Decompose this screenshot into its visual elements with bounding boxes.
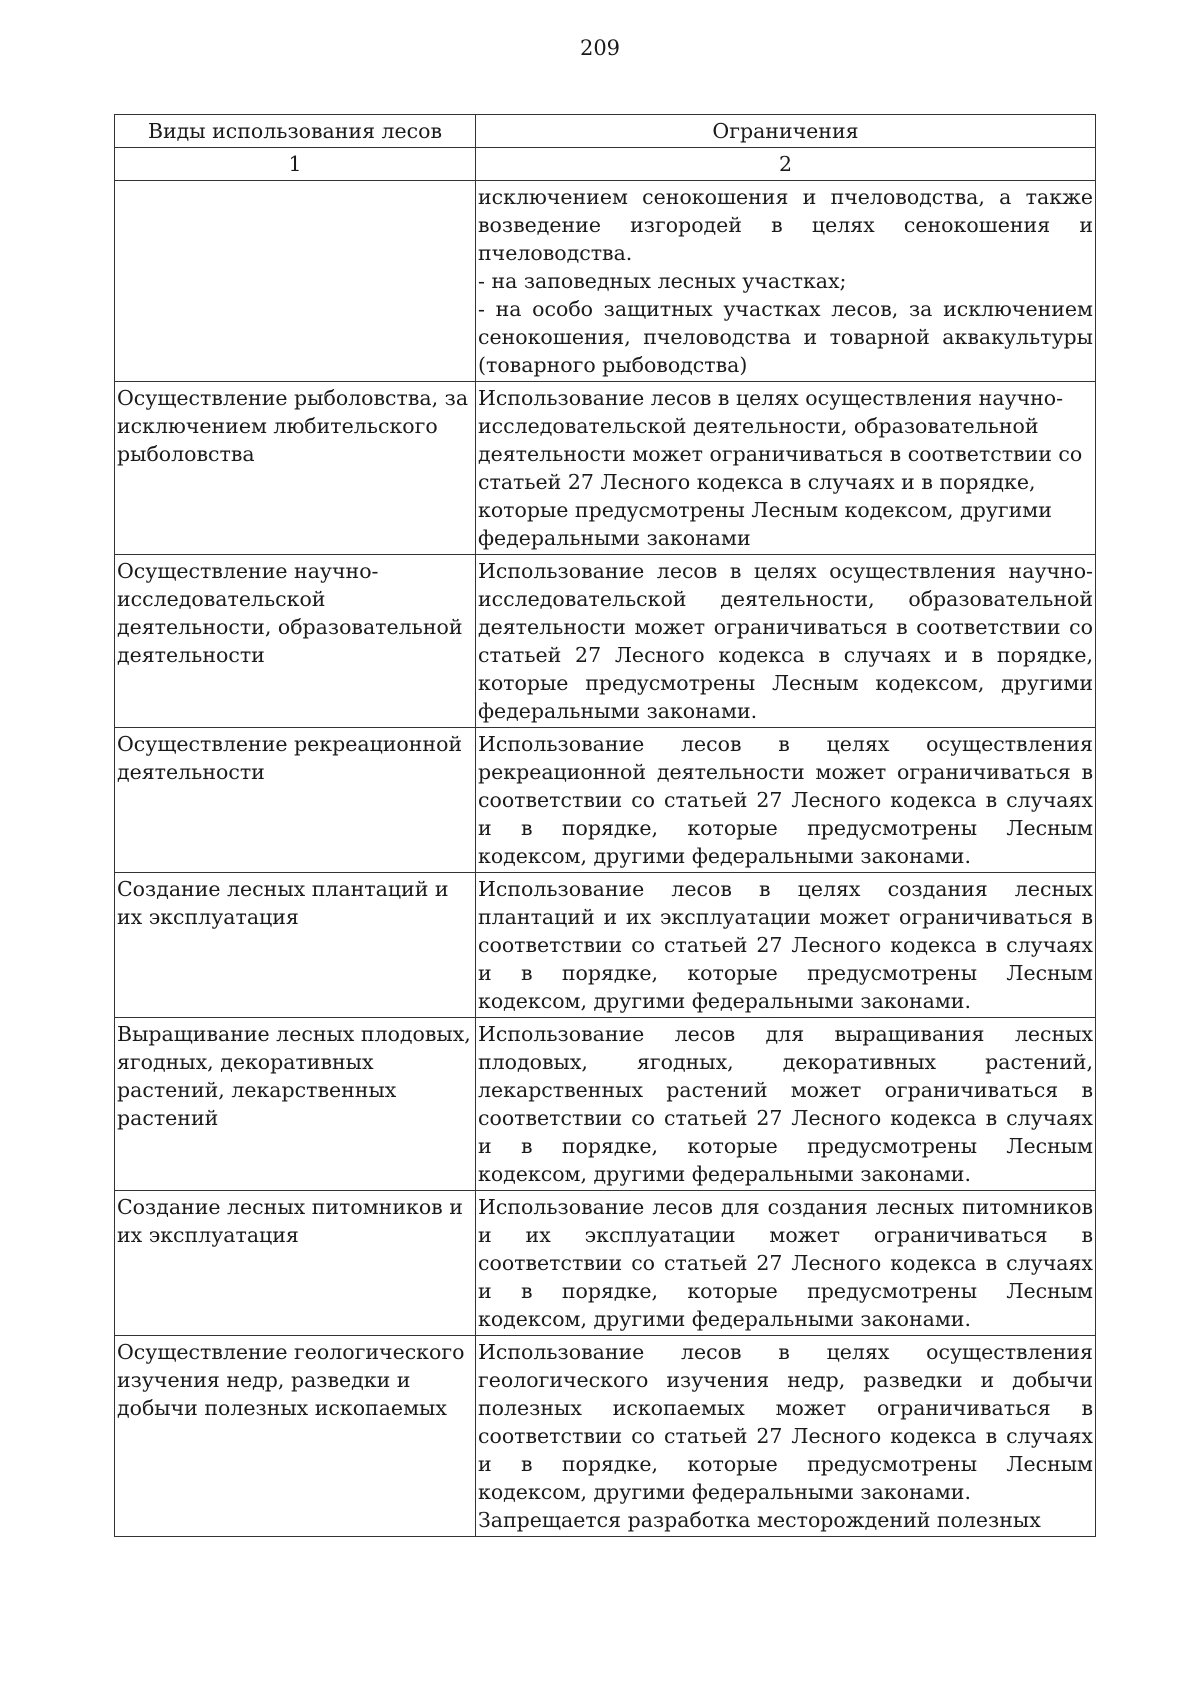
table-header-row	[115, 115, 1096, 148]
forest-use-type-cell: Создание лесных плантаций и их эксплуатация	[115, 873, 476, 1018]
column-number-2: 2	[476, 148, 1096, 181]
forest-use-type-cell: Выращивание лесных плодовых, ягодных, декоративных растений, лекарственных растений	[115, 1018, 476, 1191]
restriction-cell: Использование лесов для создания лесных питомников и их эксплуатации может ограничиваться в соответствии со статьей 27 Лесного кодекса в случаях и в порядке, которые предусмотрены Лесным кодексом, другими федеральными законами.	[476, 1191, 1096, 1336]
restriction-cell: Использование лесов для выращивания лесных плодовых, ягодных, декоративных растений, лекарственных растений может ограничиваться в соответствии со статьей 27 Лесного кодекса в случаях и в порядке, которые предусмотрены Лесным кодексом, другими федеральными законами.	[476, 1018, 1096, 1191]
table-row	[115, 181, 1096, 382]
restriction-cell: Использование лесов в целях осуществления научно-исследовательской деятельности, образовательной деятельности может ограничиваться в соответствии со статьей 27 Лесного кодекса в случаях и в порядке, которые предусмотрены Лесным кодексом, другими федеральными законами	[476, 382, 1096, 555]
restriction-text-continued: Запрещается разработка месторождений полезных	[478, 1508, 1041, 1532]
table-row	[115, 1191, 1096, 1336]
forest-use-type-cell	[115, 181, 476, 382]
header-restrictions: Ограничения	[476, 115, 1096, 148]
column-number-row	[115, 148, 1096, 181]
forest-use-type-cell: Осуществление рекреационной деятельности	[115, 728, 476, 873]
restriction-text: - на заповедных лесных участках;	[478, 269, 847, 293]
table-row	[115, 728, 1096, 873]
restriction-cell: Использование лесов в целях создания лесных плантаций и их эксплуатации может ограничиваться в соответствии со статьей 27 Лесного кодекса в случаях и в порядке, которые предусмотрены Лесным кодексом, другими федеральными законами.	[476, 873, 1096, 1018]
restriction-text: Использование лесов в целях осуществления геологического изучения недр, разведки и добычи полезных ископаемых может ограничиваться в соответствии со статьей 27 Лесного кодекса в случаях и в порядке, которые предусмотрены Лесным кодексом, другими федеральными законами.	[478, 1340, 1093, 1504]
table-row	[115, 1336, 1096, 1537]
table-row	[115, 555, 1096, 728]
header-forest-use-types: Виды использования лесов	[115, 115, 476, 148]
forest-use-type-cell: Создание лесных питомников и их эксплуатация	[115, 1191, 476, 1336]
restriction-cell	[476, 181, 1096, 382]
restriction-text: исключением сенокошения и пчеловодства, а также возведение изгородей в целях сенокошения и пчеловодства.	[478, 185, 1093, 265]
table-row	[115, 382, 1096, 555]
restriction-text: - на особо защитных участках лесов, за исключением сенокошения, пчеловодства и товарной аквакультуры (товарного рыбоводства)	[478, 297, 1093, 377]
table-row	[115, 873, 1096, 1018]
column-number-1: 1	[115, 148, 476, 181]
forest-use-type-cell: Осуществление рыболовства, за исключением любительского рыболовства	[115, 382, 476, 555]
restriction-cell	[476, 1336, 1096, 1537]
restriction-cell: Использование лесов в целях осуществления научно-исследовательской деятельности, образовательной деятельности может ограничиваться в соответствии со статьей 27 Лесного кодекса в случаях и в порядке, которые предусмотрены Лесным кодексом, другими федеральными законами.	[476, 555, 1096, 728]
restriction-cell: Использование лесов в целях осуществления рекреационной деятельности может ограничиваться в соответствии со статьей 27 Лесного кодекса в случаях и в порядке, которые предусмотрены Лесным кодексом, другими федеральными законами.	[476, 728, 1096, 873]
forest-use-type-cell: Осуществление научно-исследовательской деятельности, образовательной деятельности	[115, 555, 476, 728]
restrictions-table	[114, 114, 1096, 1537]
page-number: 209	[579, 36, 621, 60]
forest-use-type-cell: Осуществление геологического изучения недр, разведки и добычи полезных ископаемых	[115, 1336, 476, 1537]
table-row	[115, 1018, 1096, 1191]
